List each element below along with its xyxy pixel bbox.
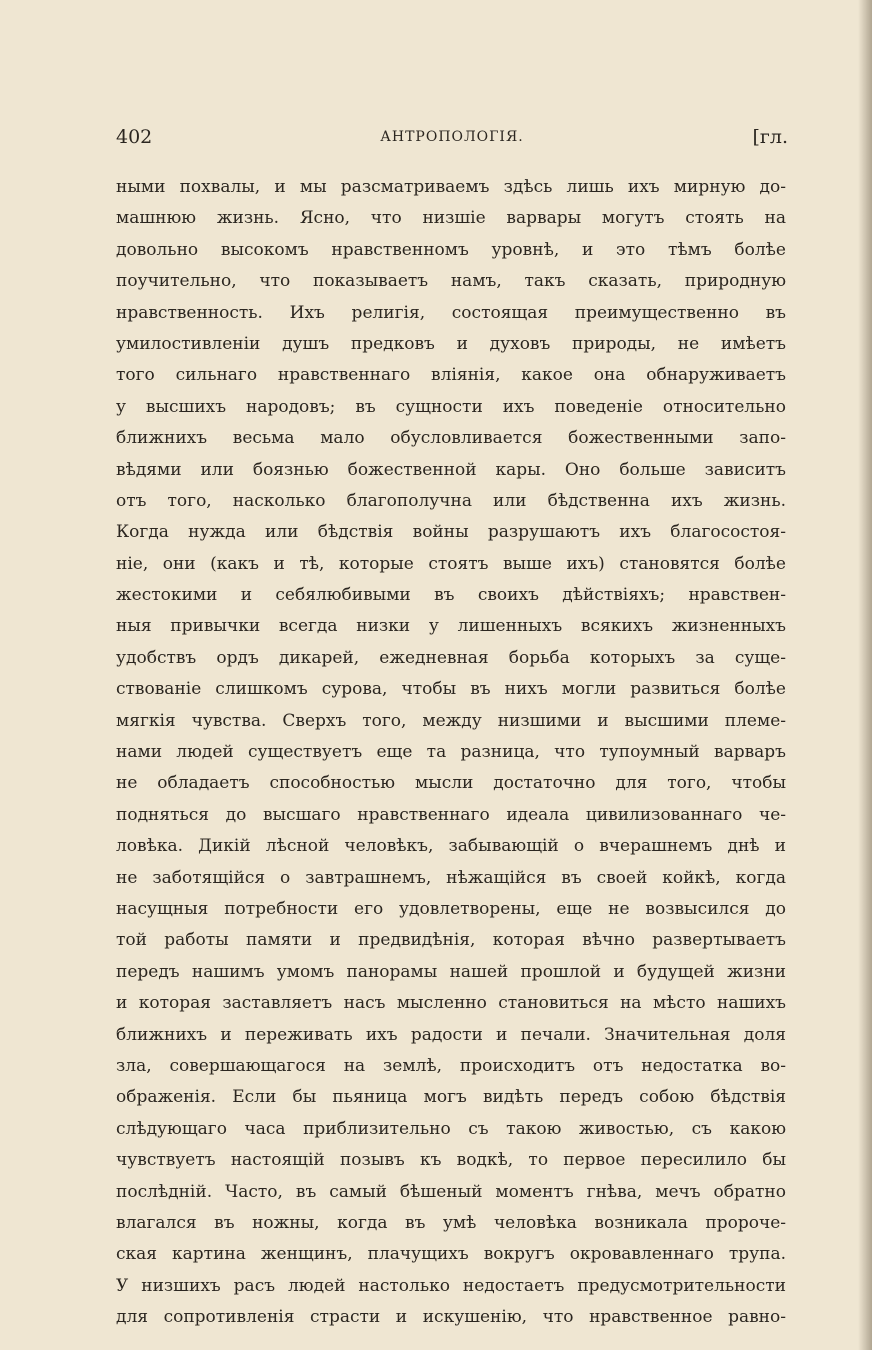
text-line: мягкія чувства. Сверхъ того, между низшими и высшими племе- bbox=[116, 710, 786, 731]
text-line: подняться до высшаго нравственнаго идеала цивилизованнаго че- bbox=[116, 804, 786, 825]
text-line: зла, совершающагося на землѣ, происходитъ отъ недостатка во- bbox=[116, 1055, 786, 1076]
text-line: влагался въ ножны, когда въ умѣ человѣка возникала пророче- bbox=[116, 1212, 786, 1233]
text-line: для сопротивленія страсти и искушенію, что нравственное равно- bbox=[116, 1307, 786, 1328]
text-line: чувствуетъ настоящій позывъ къ водкѣ, то первое пересилило бы bbox=[116, 1150, 786, 1171]
page-edge-shadow bbox=[858, 0, 872, 1350]
text-line: ныя привычки всегда низки у лишенныхъ всякихъ жизненныхъ bbox=[116, 616, 786, 637]
text-line: ближнихъ весьма мало обусловливается божественными запо- bbox=[116, 428, 786, 449]
text-line: слѣдующаго часа приблизительно съ такою живостью, съ какою bbox=[116, 1118, 786, 1139]
text-line: ская картина женщинъ, плачущихъ вокругъ окровавленнаго трупа. bbox=[116, 1244, 786, 1265]
running-title: АНТРОПОЛОГІЯ. bbox=[380, 129, 524, 145]
text-line: ближнихъ и переживать ихъ радости и печали. Значительная доля bbox=[116, 1024, 786, 1045]
text-line: жестокими и себялюбивыми въ своихъ дѣйствіяхъ; нравствен- bbox=[116, 585, 786, 606]
text-line: той работы памяти и предвидѣнія, которая вѣчно развертываетъ bbox=[116, 930, 786, 951]
text-line: не заботящійся о завтрашнемъ, нѣжащійся въ своей койкѣ, когда bbox=[116, 867, 786, 888]
text-line: ными похвалы, и мы разсматриваемъ здѣсь лишь ихъ мирную до- bbox=[116, 177, 786, 197]
text-line: удобствъ ордъ дикарей, ежедневная борьба которыхъ за суще- bbox=[116, 647, 786, 668]
text-line: довольно высокомъ нравственномъ уровнѣ, и это тѣмъ болѣе bbox=[116, 239, 786, 260]
text-line: и которая заставляетъ насъ мысленно становиться на мѣсто нашихъ bbox=[116, 993, 786, 1014]
text-line: нами людей существуетъ еще та разница, что тупоумный варваръ bbox=[116, 742, 786, 763]
text-line: ствованіе слишкомъ сурова, чтобы въ нихъ могли развиться болѣе bbox=[116, 679, 786, 700]
page-number: 402 bbox=[116, 126, 153, 148]
text-line: У низшихъ расъ людей настолько недостаетъ предусмотрительности bbox=[116, 1275, 786, 1296]
text-line: насущныя потребности его удовлетворены, еще не возвысился до bbox=[116, 898, 786, 919]
text-line: не обладаетъ способностью мысли достаточно для того, чтобы bbox=[116, 773, 786, 794]
text-line: отъ того, насколько благополучна или бѣдственна ихъ жизнь. bbox=[116, 490, 786, 511]
text-line: нравственность. Ихъ религія, состоящая преимущественно въ bbox=[116, 302, 786, 323]
text-line: у высшихъ народовъ; въ сущности ихъ поведеніе относительно bbox=[116, 396, 786, 417]
text-line: машнюю жизнь. Ясно, что низшіе варвары могутъ стоять на bbox=[116, 208, 786, 229]
text-line: передъ нашимъ умомъ панорамы нашей прошлой и будущей жизни bbox=[116, 961, 786, 982]
text-line: вѣдями или боязнью божественной кары. Оно больше зависитъ bbox=[116, 459, 786, 480]
text-line: поучительно, что показываетъ намъ, такъ сказать, природную bbox=[116, 271, 786, 292]
text-line: умилостивленіи душъ предковъ и духовъ природы, не имѣетъ bbox=[116, 333, 786, 354]
page-header bbox=[116, 126, 788, 156]
text-line: ніе, они (какъ и тѣ, которые стоятъ выше ихъ) становятся болѣе bbox=[116, 553, 786, 574]
text-line: ображенія. Если бы пьяница могъ видѣть передъ собою бѣдствія bbox=[116, 1087, 786, 1108]
text-line: ловѣка. Дикій лѣсной человѣкъ, забывающій о вчерашнемъ днѣ и bbox=[116, 836, 786, 857]
chapter-mark: [гл. bbox=[752, 126, 788, 148]
text-line: послѣдній. Часто, въ самый бѣшеный моментъ гнѣва, мечъ обратно bbox=[116, 1181, 786, 1202]
text-line: Когда нужда или бѣдствія войны разрушаютъ ихъ благосостоя- bbox=[116, 522, 786, 543]
text-line: того сильнаго нравственнаго вліянія, какое она обнаруживаетъ bbox=[116, 365, 786, 386]
body-text bbox=[116, 172, 786, 1333]
